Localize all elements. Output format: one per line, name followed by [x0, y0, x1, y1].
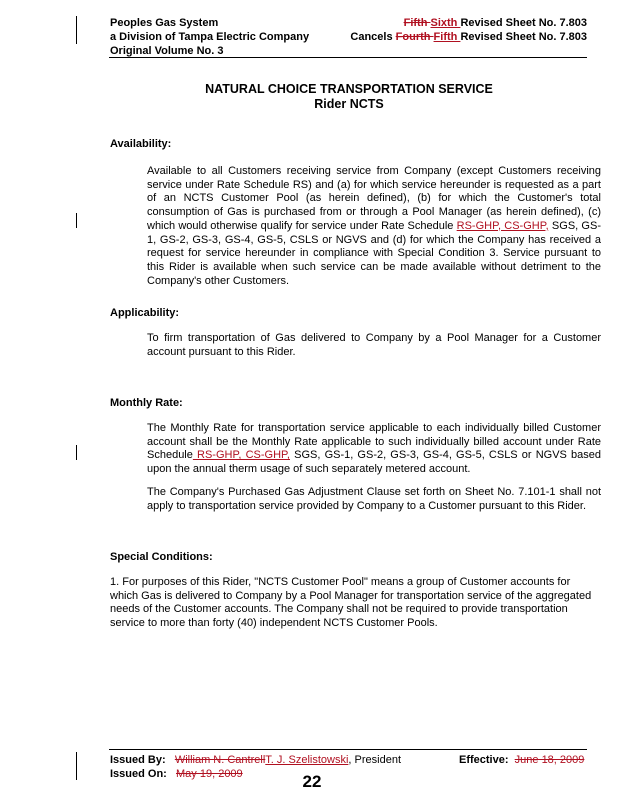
change-bar — [76, 213, 77, 228]
availability-text — [147, 165, 601, 288]
footer-rule — [109, 749, 587, 750]
applicability-text: To firm transportation of Gas delivered to Company by a Pool Manager for a Customer account pursuant to this Rider. — [147, 332, 601, 358]
issued-by-inserted: T. J. Szelistowski — [265, 754, 349, 766]
cancels-suffix: Revised Sheet No. 7.803 — [460, 31, 587, 43]
cancels-sheet — [350, 30, 587, 44]
issued-by-label: Issued By: — [110, 754, 166, 766]
applicability-heading: Applicability: — [110, 307, 180, 319]
availability-text-a: Available to all Customers receiving service from Company (except Customers receiving service under Rate Schedule RS) and (a) for which service hereunder is requested as a part of an NCTS Customer Pool (as herein defined), (b) for which the Customer's total consumption of Gas is purchased from or through a Pool Manager (as herein defined), (c) which would otherwise qualify for service under Rate Schedule — [147, 165, 601, 232]
change-bar — [76, 445, 77, 460]
cancels-prefix: Cancels — [350, 31, 396, 43]
volume-label: Original Volume No. 3 — [110, 45, 224, 57]
company-name: Peoples Gas System — [110, 17, 219, 29]
effective-label: Effective: — [459, 754, 509, 766]
availability-inserted-text: RS-GHP, CS-GHP, — [456, 219, 549, 232]
availability-heading: Availability: — [110, 138, 172, 150]
header-rule — [109, 57, 587, 58]
issued-on-label: Issued On: — [110, 768, 167, 780]
availability-text-b: SGS, GS-1, GS-2, GS-3, GS-4, GS-5, CSLS or NGVS and (d) for which the Company has received a request for service hereunder in compliance with Special Condition 3. Service pursuant to this Rider is available when such service can be made available without detriment to the Company's other Customers. — [147, 219, 601, 287]
cancels-inserted-text: Fifth — [433, 31, 461, 43]
issued-on-deleted: May 19, 2009 — [176, 768, 243, 780]
monthly-rate-heading: Monthly Rate: — [110, 397, 183, 409]
sheet-number — [350, 16, 587, 30]
issued-by-deleted: William N. Cantrell — [174, 754, 266, 766]
effective-deleted: June 18, 2009 — [514, 754, 585, 766]
issued-by — [110, 753, 401, 767]
effective-date — [459, 753, 584, 767]
change-bar — [76, 16, 77, 44]
page-number: 22 — [302, 772, 322, 791]
special-condition-1: 1. For purposes of this Rider, "NCTS Customer Pool" means a group of Customer accounts for which Gas is delivered to Company by a Pool Manager for transportation service of the aggregated needs of the Customer accounts. The Company shall not be required to provide transportation service to more than forty (40) independent NCTS Customer Pools. — [110, 576, 592, 630]
title-line1: NATURAL CHOICE TRANSPORTATION SERVICE — [205, 82, 493, 96]
sheet-inserted-text: Sixth — [430, 17, 461, 29]
sheet-suffix: Revised Sheet No. 7.803 — [460, 17, 587, 29]
division-name: a Division of Tampa Electric Company — [110, 31, 310, 43]
special-conditions-heading: Special Conditions: — [110, 551, 213, 563]
monthly-rate-text-a: The Monthly Rate for transportation service applicable to each individually billed Customer account shall be the Monthly Rate applicable to such individually billed account under Rate Schedule — [147, 422, 601, 462]
header-right — [350, 16, 587, 44]
header-left — [110, 16, 309, 58]
issued-by-suffix: , President — [348, 754, 402, 766]
sheet-deleted-text: Fifth — [403, 17, 431, 29]
pga-clause-text: The Company's Purchased Gas Adjustment Clause set forth on Sheet No. 7.101-1 shall not apply to transportation service provided by Company to a Customer pursuant to this Rider. — [147, 486, 601, 512]
title-line2: Rider NCTS — [314, 97, 384, 111]
monthly-rate-inserted-text: RS-GHP, CS-GHP, — [192, 449, 290, 462]
page-title — [110, 82, 588, 112]
monthly-rate-text-b: SGS, GS-1, GS-2, GS-3, GS-4, GS-5, CSLS or NGVS based upon the annual therm usage of such separately metered account. — [147, 449, 601, 476]
cancels-deleted-text: Fourth — [395, 31, 434, 43]
monthly-rate-text — [147, 422, 601, 477]
